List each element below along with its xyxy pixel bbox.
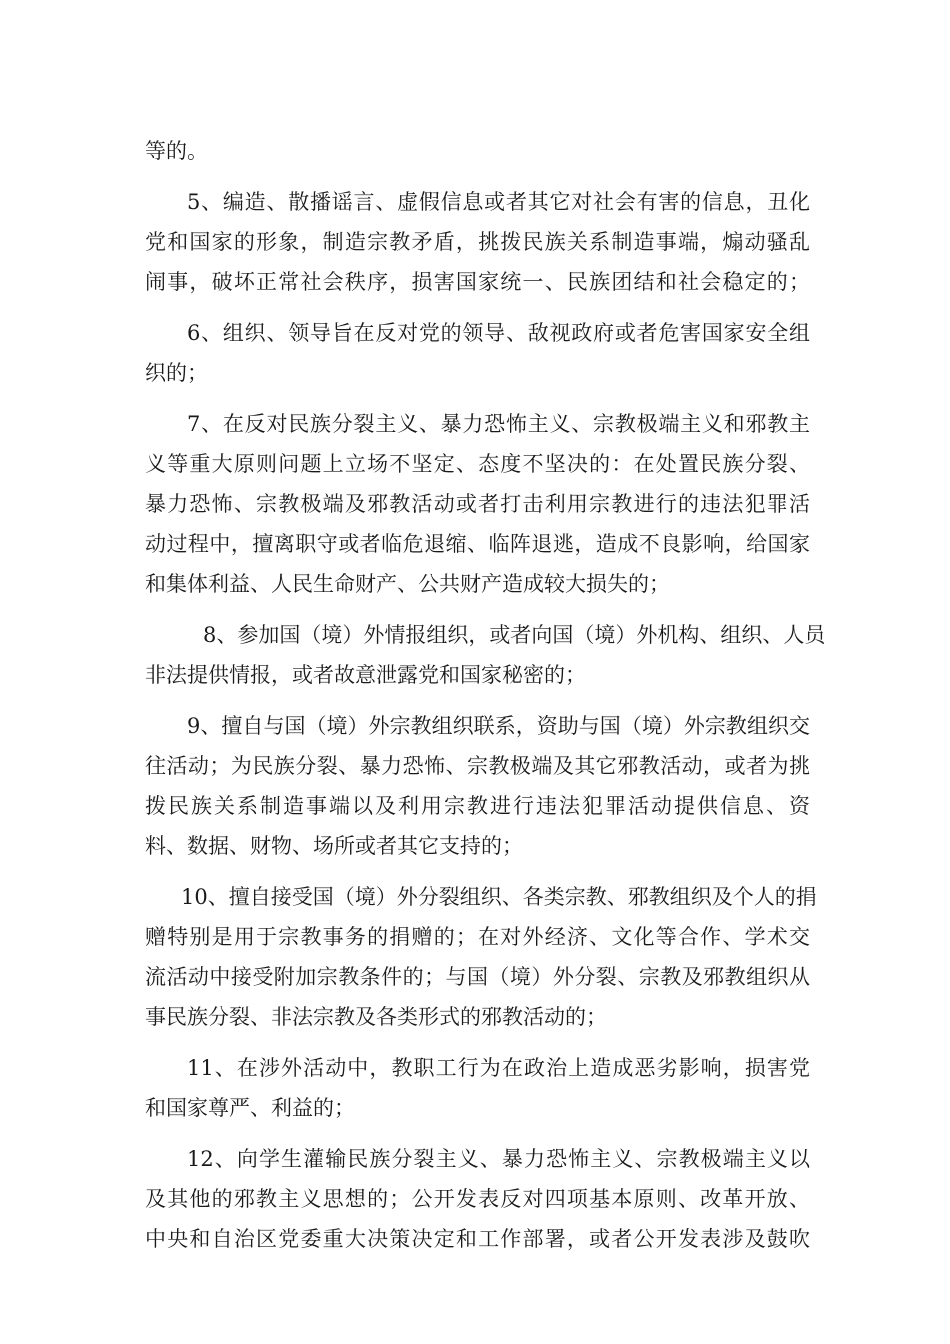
text-line: 暴力恐怖、宗教极端及邪教活动或者打击利用宗教进行的违法犯罪活 xyxy=(145,492,810,516)
text-line: 等的。 xyxy=(145,139,208,163)
text-line: 闹事，破坏正常社会秩序，损害国家统一、民族团结和社会稳定的； xyxy=(145,270,810,294)
text-line: 义等重大原则问题上立场不坚定、态度不坚决的：在处置民族分裂、 xyxy=(145,452,810,476)
text-line: 拨民族关系制造事端以及利用宗教进行违法犯罪活动提供信息、资 xyxy=(145,794,810,818)
text-line: 赠特别是用于宗教事务的捐赠的；在对外经济、文化等合作、学术交 xyxy=(145,925,810,949)
text-line: 流活动中接受附加宗教条件的；与国（境）外分裂、宗教及邪教组织从 xyxy=(145,965,810,989)
text-line: 非法提供情报，或者故意泄露党和国家秘密的； xyxy=(145,663,586,687)
text-line: 及其他的邪教主义思想的；公开发表反对四项基本原则、改革开放、 xyxy=(145,1187,810,1211)
text-line: 10、擅自接受国（境）外分裂组织、各类宗教、邪教组织及个人的捐 xyxy=(181,885,817,909)
text-line: 事民族分裂、非法宗教及各类形式的邪教活动的； xyxy=(145,1005,607,1029)
text-line: 9、擅自与国（境）外宗教组织联系，资助与国（境）外宗教组织交 xyxy=(187,714,810,738)
text-line: 和国家尊严、利益的； xyxy=(145,1096,355,1120)
text-line: 往活动；为民族分裂、暴力恐怖、宗教极端及其它邪教活动，或者为挑 xyxy=(145,754,810,778)
text-line: 织的； xyxy=(145,361,208,385)
text-line: 党和国家的形象，制造宗教矛盾，挑拨民族关系制造事端，煽动骚乱 xyxy=(145,230,810,254)
text-line: 7、在反对民族分裂主义、暴力恐怖主义、宗教极端主义和邪教主 xyxy=(187,412,810,436)
text-line: 和集体利益、人民生命财产、公共财产造成较大损失的； xyxy=(145,572,670,596)
text-line: 料、数据、财物、场所或者其它支持的； xyxy=(145,834,523,858)
text-line: 中央和自治区党委重大决策决定和工作部署，或者公开发表涉及鼓吹 xyxy=(145,1227,810,1251)
text-line: 11、在涉外活动中，教职工行为在政治上造成恶劣影响，损害党 xyxy=(187,1056,810,1080)
text-line: 动过程中，擅离职守或者临危退缩、临阵退逃，造成不良影响，给国家 xyxy=(145,532,810,556)
text-line: 5、编造、散播谣言、虚假信息或者其它对社会有害的信息，丑化 xyxy=(187,190,810,214)
text-line: 6、组织、领导旨在反对党的领导、敌视政府或者危害国家安全组 xyxy=(187,321,810,345)
text-line: 8、参加国（境）外情报组织，或者向国（境）外机构、组织、人员 xyxy=(203,623,826,647)
text-line: 12、向学生灌输民族分裂主义、暴力恐怖主义、宗教极端主义以 xyxy=(187,1147,810,1171)
